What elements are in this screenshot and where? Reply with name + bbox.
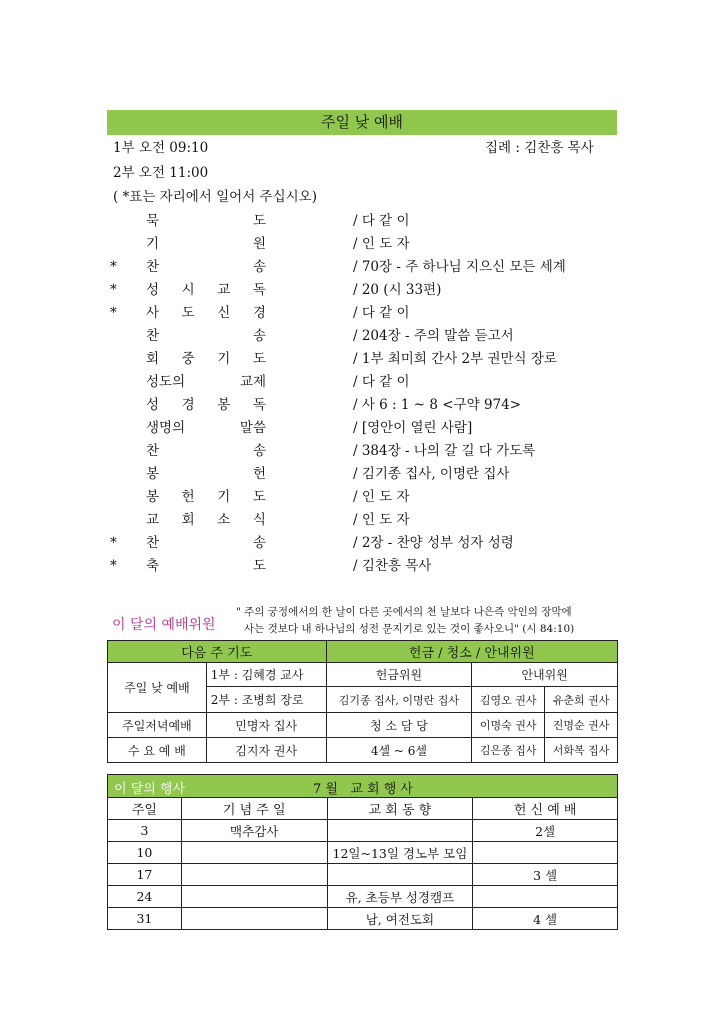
evening-clean: 청 소 담 당 (326, 713, 472, 738)
order-item-label: 찬 송 (146, 259, 266, 275)
col-memorial: 기 념 주 일 (181, 798, 327, 820)
evening-guide-2: 진명순 권사 (545, 713, 618, 738)
page-title: 주일 낮 예배 (107, 110, 617, 135)
event-memorial (181, 864, 327, 886)
col-church-news: 교 회 동 향 (327, 798, 473, 820)
prayer-second: 2부 : 조병희 장로 (206, 687, 326, 713)
order-item-label: 기 원 (146, 236, 266, 252)
order-item-value: / 김기종 집사, 이명란 집사 (353, 466, 510, 482)
event-church-news: 유, 초등부 성경캠프 (327, 886, 473, 908)
order-item-label: 찬 송 (146, 443, 266, 459)
order-item-label: 찬 송 (146, 328, 266, 344)
event-sunday: 31 (108, 908, 182, 930)
guide-2: 유춘희 권사 (545, 687, 618, 713)
order-item-label: 묵 도 (146, 213, 266, 229)
prayer-first: 1부 : 김혜경 교사 (206, 663, 326, 687)
order-item-value: / 다 같 이 (353, 374, 410, 390)
order-row (110, 486, 620, 508)
order-row (110, 394, 620, 416)
sub-offering: 헌금위원 (326, 663, 472, 687)
offering-names: 김기종 집사, 이명란 집사 (326, 687, 472, 713)
event-sunday: 10 (108, 842, 182, 864)
event-dedication: 4 셀 (473, 908, 618, 930)
guide-1: 김영오 권사 (472, 687, 545, 713)
event-row (108, 886, 618, 908)
order-item-value: / 인 도 자 (353, 236, 410, 252)
order-item-label: 성도의 교제 (146, 374, 266, 390)
event-church-news: 남, 여전도회 (327, 908, 473, 930)
event-memorial (181, 842, 327, 864)
order-item-label: 회 중 기 도 (146, 351, 266, 367)
order-item-label: 축 도 (146, 558, 266, 574)
events-header (108, 775, 618, 798)
order-item-value: / 인 도 자 (353, 512, 410, 528)
order-row (110, 325, 620, 347)
order-row (110, 371, 620, 393)
wednesday-guide-1: 김은종 집사 (472, 738, 545, 763)
order-item-value: / 70장 - 주 하나님 지으신 모든 세계 (353, 259, 566, 275)
order-item-value: / 2장 - 찬양 성부 성자 성령 (353, 535, 514, 551)
service2-time: 2부 오전 11:00 (113, 165, 209, 181)
service1-time: 1부 오전 09:10 (113, 140, 209, 156)
stand-marker: * (110, 558, 117, 574)
sunday-service: 주일 낮 예배 (108, 663, 207, 713)
order-item-label: 봉 헌 (146, 466, 266, 482)
order-item-value: / 다 같 이 (353, 213, 410, 229)
event-memorial (181, 908, 327, 930)
col-dedication: 헌 신 예 배 (473, 798, 618, 820)
presider: 집례 : 김찬흥 목사 (485, 140, 594, 156)
order-row (110, 233, 620, 255)
order-item-value: / 1부 최미희 간사 2부 권만식 장로 (353, 351, 557, 367)
evening-service: 주일저녁예배 (108, 713, 207, 738)
order-item-value: / 사 6 : 1 ~ 8 <구약 974> (353, 397, 522, 413)
standing-note: ( *표는 자리에서 일어서 주십시오) (113, 189, 317, 205)
event-dedication: 2셀 (473, 820, 618, 842)
order-row (110, 532, 620, 554)
events-label: 이 달의 행사 (114, 782, 186, 797)
order-item-label: 사 도 신 경 (146, 305, 266, 321)
order-item-value: / 204장 - 주의 말씀 듣고서 (353, 328, 514, 344)
order-item-label: 생명의 말씀 (146, 420, 266, 436)
stand-marker: * (110, 305, 117, 321)
stand-marker: * (110, 535, 117, 551)
event-dedication (473, 886, 618, 908)
wednesday-clean: 4셀 ~ 6셀 (326, 738, 472, 763)
order-row (110, 555, 620, 577)
event-row (108, 908, 618, 930)
evening-guide-1: 이명숙 권사 (472, 713, 545, 738)
order-item-value: / 20 (시 33편) (353, 282, 442, 298)
order-row (110, 417, 620, 439)
scripture-verse (228, 604, 618, 638)
order-row (110, 463, 620, 485)
order-row (110, 279, 620, 301)
event-church-news (327, 864, 473, 886)
event-church-news (327, 820, 473, 842)
event-sunday: 24 (108, 886, 182, 908)
order-row (110, 302, 620, 324)
wednesday-guide-2: 서화복 집사 (545, 738, 618, 763)
stand-marker: * (110, 282, 117, 298)
order-item-value: / 384장 - 나의 갈 길 다 가도록 (353, 443, 536, 459)
order-row (110, 210, 620, 232)
committee-label: 이 달의 예배위원 (112, 617, 216, 633)
evening-prayer: 민명자 집사 (206, 713, 326, 738)
order-row (110, 348, 620, 370)
verse-line-2: 사는 것보다 내 하나님의 성전 문지기로 있는 것이 좋사오니" (시 84:10) (244, 623, 575, 635)
order-row (110, 256, 620, 278)
order-of-worship (110, 210, 620, 580)
stand-marker: * (110, 259, 117, 275)
event-row (108, 842, 618, 864)
event-memorial: 맥추감사 (181, 820, 327, 842)
sub-guide: 안내위원 (472, 663, 618, 687)
order-item-label: 성 시 교 독 (146, 282, 266, 298)
event-church-news: 12일~13일 경노부 모임 (327, 842, 473, 864)
col-sunday: 주일 (108, 798, 182, 820)
event-sunday: 17 (108, 864, 182, 886)
event-dedication (473, 842, 618, 864)
order-row (110, 440, 620, 462)
order-item-value: / [영안이 열린 사람] (353, 420, 473, 436)
order-item-value: / 인 도 자 (353, 489, 410, 505)
header-prayer: 다음 주 기도 (108, 641, 327, 663)
wednesday-service: 수 요 예 배 (108, 738, 207, 763)
wednesday-prayer: 김지자 권사 (206, 738, 326, 763)
events-table (107, 774, 618, 930)
order-item-label: 교 회 소 식 (146, 512, 266, 528)
event-memorial (181, 886, 327, 908)
order-item-label: 봉 헌 기 도 (146, 489, 266, 505)
committee-table (107, 640, 618, 763)
order-item-label: 찬 송 (146, 535, 266, 551)
event-dedication: 3 셀 (473, 864, 618, 886)
order-item-label: 성 경 봉 독 (146, 397, 266, 413)
verse-line-1: " 주의 궁정에서의 한 날이 다른 곳에서의 천 날보다 나은즉 악인의 장막에 (236, 606, 572, 618)
order-item-value: / 다 같 이 (353, 305, 410, 321)
order-row (110, 509, 620, 531)
events-title: 7 월 교 회 행 사 (313, 782, 413, 797)
header-offering: 헌금 / 청소 / 안내위원 (326, 641, 617, 663)
event-row (108, 820, 618, 842)
event-sunday: 3 (108, 820, 182, 842)
order-item-value: / 김찬흥 목사 (353, 558, 432, 574)
event-row (108, 864, 618, 886)
